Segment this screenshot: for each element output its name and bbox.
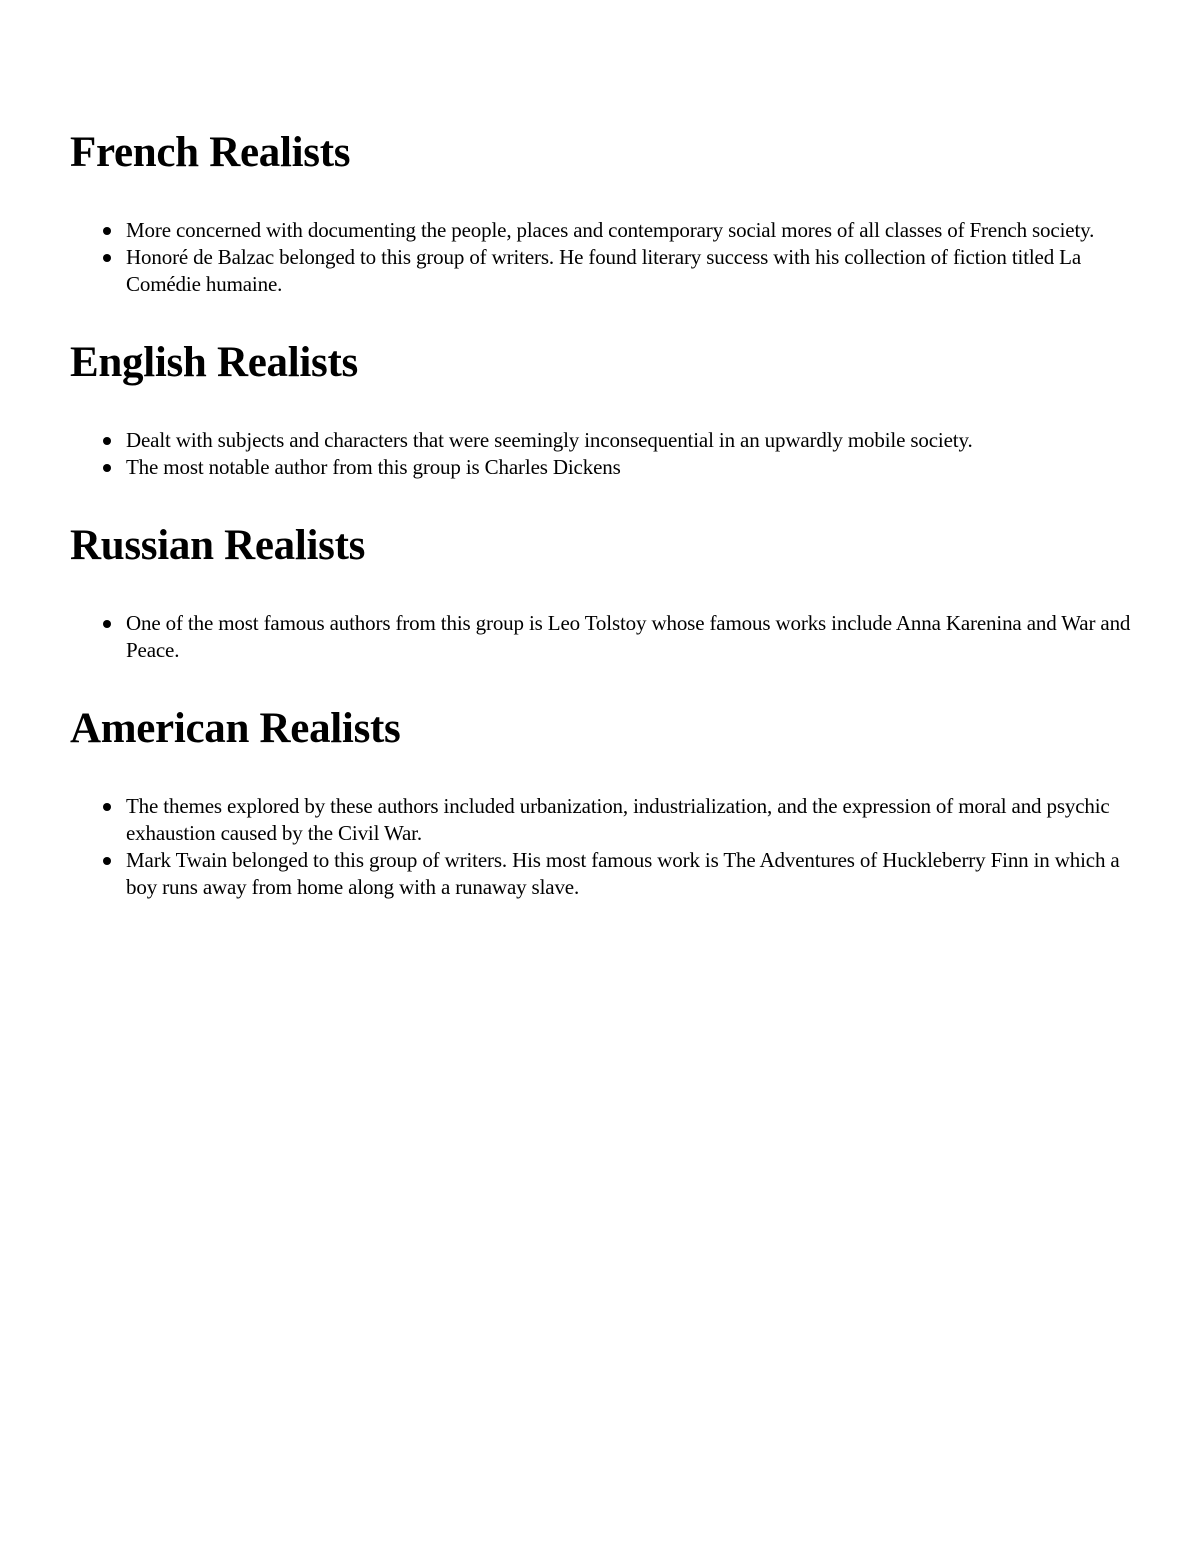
bullet-icon — [103, 803, 111, 811]
bullet-list — [70, 217, 1140, 298]
list-item-text: The themes explored by these authors included urbanization, industrialization, and the expression of moral and psychic exhaustion caused by the Civil War. — [126, 794, 1110, 845]
section-english-realists — [70, 337, 1140, 481]
list-item-text: Honoré de Balzac belonged to this group of writers. He found literary success with his collection of fiction titled La Comédie humaine. — [126, 245, 1082, 296]
bullet-list — [70, 793, 1140, 901]
bullet-icon — [103, 620, 111, 628]
list-item-text: The most notable author from this group is Charles Dickens — [126, 455, 621, 479]
list-item-text: Mark Twain belonged to this group of writers. His most famous work is The Adventures of Huckleberry Finn in which a boy runs away from home along with a runaway slave. — [126, 848, 1120, 899]
bullet-icon — [103, 464, 111, 472]
section-heading: Russian Realists — [70, 522, 366, 569]
document-page — [70, 127, 1140, 940]
bullet-list — [70, 427, 1140, 481]
section-russian-realists — [70, 520, 1140, 664]
list-item — [70, 793, 1140, 847]
bullet-icon — [103, 437, 111, 445]
list-item — [70, 217, 1140, 244]
list-item — [70, 454, 1140, 481]
bullet-icon — [103, 227, 111, 235]
section-american-realists — [70, 703, 1140, 901]
list-item — [70, 244, 1140, 298]
list-item-text: One of the most famous authors from this group is Leo Tolstoy whose famous works include Anna Karenina and War and Peace. — [126, 611, 1131, 662]
section-heading: English Realists — [70, 339, 358, 386]
bullet-list — [70, 610, 1140, 664]
list-item — [70, 847, 1140, 901]
bullet-icon — [103, 254, 111, 262]
section-french-realists — [70, 127, 1140, 298]
list-item-text: More concerned with documenting the people, places and contemporary social mores of all classes of French society. — [126, 218, 1095, 242]
list-item — [70, 610, 1140, 664]
section-heading: American Realists — [70, 705, 401, 752]
list-item-text: Dealt with subjects and characters that were seemingly inconsequential in an upwardly mobile society. — [126, 428, 973, 452]
list-item — [70, 427, 1140, 454]
bullet-icon — [103, 857, 111, 865]
section-heading: French Realists — [70, 129, 351, 176]
